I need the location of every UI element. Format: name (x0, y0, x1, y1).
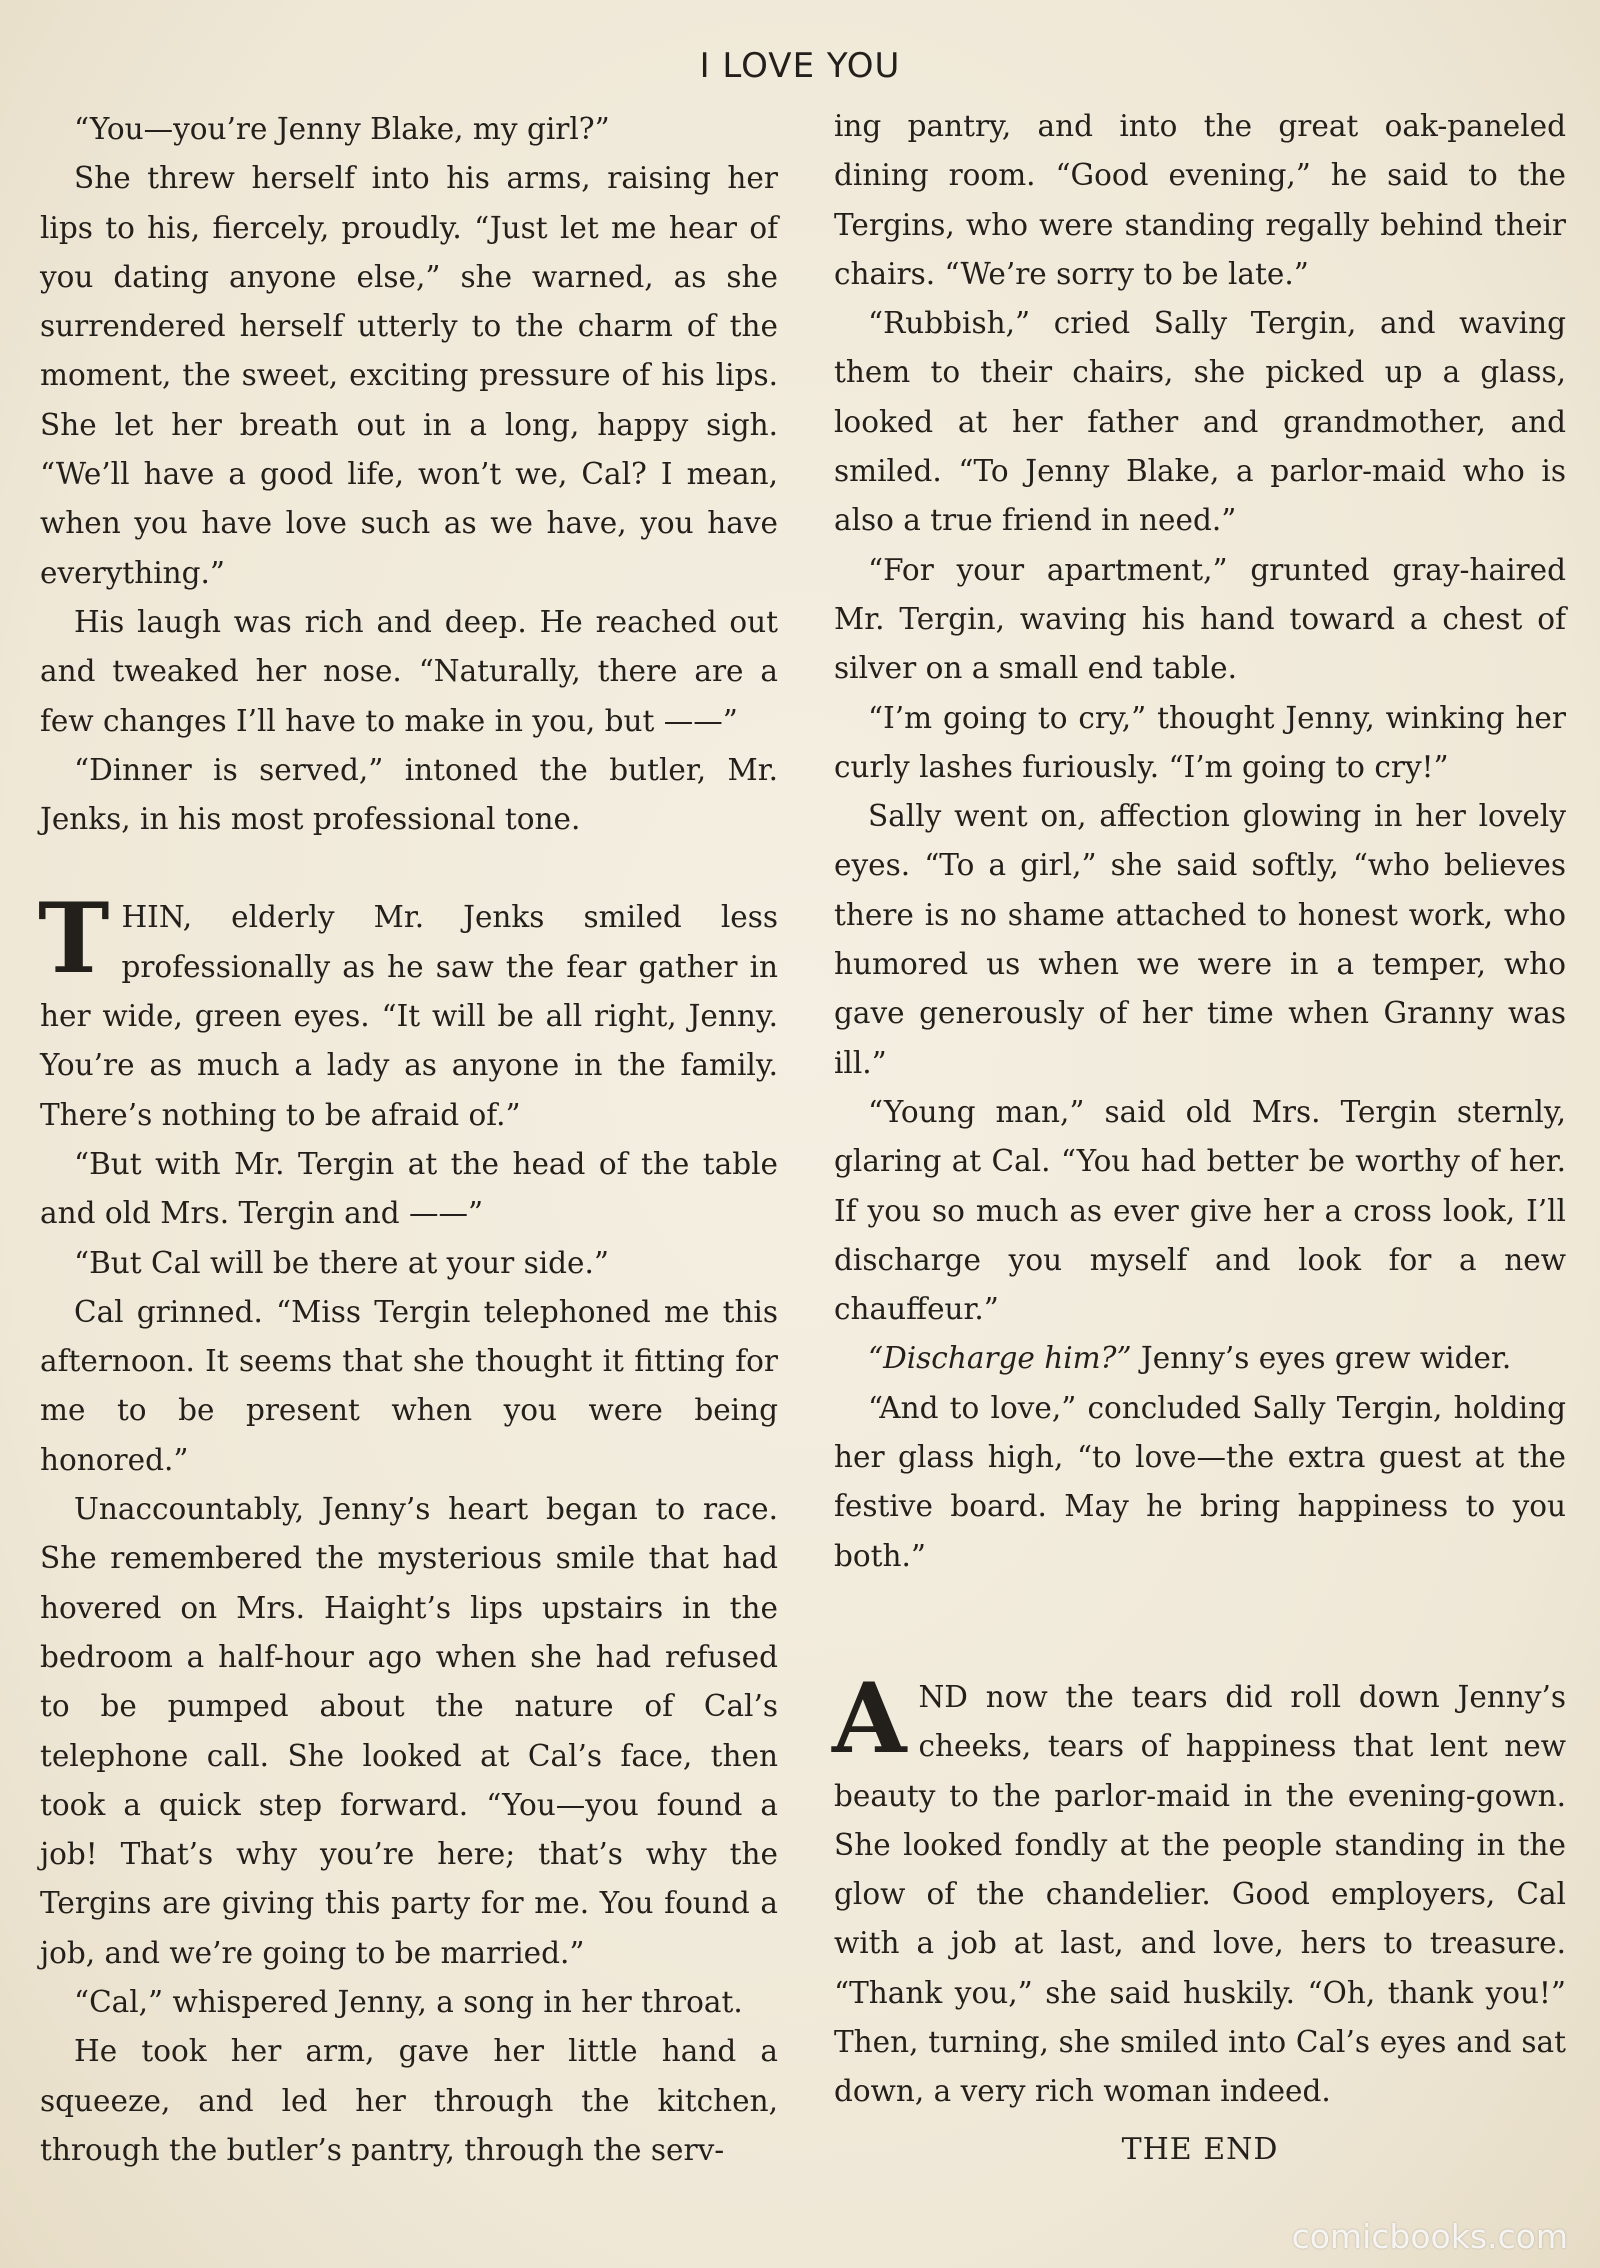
paragraph: His laugh was rich and deep. He reached out and tweaked her nose. “Naturally, there are a few changes I’ll have to make in you, but ——” (40, 604, 778, 738)
drop-cap: T (38, 882, 110, 996)
paragraph: “But Cal will be there at your side.” (74, 1245, 609, 1280)
section-paragraph (832, 1661, 1566, 2117)
paragraph: “Cal,” whispered Jenny, a song in her throat. (74, 1984, 743, 2019)
paragraph: ing pantry, and into the great oak-paneled dining room. “Good evening,” he said to the Tergins, who were standing regally behind their chairs. “We’re sorry to be late.” (834, 109, 1566, 291)
italic-quote: “Discharge him?” (868, 1341, 1132, 1376)
paragraph: He took her arm, gave her little hand a squeeze, and led her through the kitchen, through the butler’s pantry, through the serv- (40, 2034, 778, 2167)
paragraph: “I’m going to cry,” thought Jenny, winking her curly lashes furiously. “I’m going to cry!” (834, 700, 1566, 784)
paragraph: Sally went on, affection glowing in her lovely eyes. “To a girl,” she said softly, “who believes there is no shame attached to honest work, who humored us when we were in a temper, who gave generously of her time when Granny was ill.” (834, 799, 1566, 1080)
right-column (834, 102, 1566, 2174)
paragraph: “For your apartment,” grunted gray-haired Mr. Tergin, waving his hand toward a chest of silver on a small end table. (834, 552, 1566, 686)
paragraph: “And to love,” concluded Sally Tergin, holding her glass high, “to love—the extra guest at the festive board. May he bring happiness to you both.” (834, 1390, 1566, 1573)
paragraph: Unaccountably, Jenny’s heart began to race. She remembered the mysterious smile that had hovered on Mrs. Haight’s lips upstairs in the bedroom a half-hour ago when she had refused to be pumped about the nature of Cal’s telephone call. She looked at Cal’s face, then took a quick step forward. “You—you found a job! That’s why you’re here; that’s why the Tergins are giving this party for me. You found a job, and we’re going to be married.” (40, 1492, 778, 1970)
paragraph: “You—you’re Jenny Blake, my girl?” (74, 112, 610, 146)
the-end: THE END (1121, 2131, 1279, 2167)
paragraph: Cal grinned. “Miss Tergin telephoned me this afternoon. It seems that she thought it fitting for me to be present when you were being honored.” (40, 1294, 778, 1477)
left-column (40, 105, 778, 2175)
page-header: I LOVE YOU (699, 46, 901, 86)
paragraph: “But with Mr. Tergin at the head of the table and old Mrs. Tergin and ——” (40, 1146, 778, 1231)
paragraph-text: Jenny’s eyes grew wider. (1131, 1341, 1512, 1376)
paragraph: “Dinner is served,” intoned the butler, Mr. Jenks, in his most professional tone. (40, 752, 778, 837)
drop-cap: A (832, 1661, 907, 1775)
paragraph-text: HIN, elderly Mr. Jenks smiled less professionally as he saw the fear gather in her wide, green eyes. “It will be all right, Jenny. You’re as much a lady as anyone in the family. There’s nothing to be afraid of.” (40, 900, 778, 1132)
paragraph: “Young man,” said old Mrs. Tergin sternly, glaring at Cal. “You had better be worthy of her. If you so much as ever give her a cross look, I’ll discharge you myself and look for a new chauffeur.” (834, 1094, 1566, 1327)
watermark: comicbooks.com (1291, 2217, 1568, 2256)
paragraph (834, 1334, 1566, 1383)
paragraph: “Rubbish,” cried Sally Tergin, and waving them to their chairs, she picked up a glass, looked at her father and grandmother, and smiled. “To Jenny Blake, a parlor-maid who is also a true friend in need.” (834, 306, 1566, 538)
paragraph-text: ND now the tears did roll down Jenny’s cheeks, tears of happiness that lent new beauty to the parlor-maid in the evening-gown. She looked fondly at the people standing in the glow of the chandelier. Good employers, Cal with a job at last, and love, hers to treasure. “Thank you,” she said huskily. “Oh, thank you!” Then, turning, she smiled into Cal’s eyes and sat down, a very rich woman indeed. (834, 1679, 1566, 2109)
paragraph: She threw herself into his arms, raising her lips to his, fiercely, proudly. “Just let me hear of you dating anyone else,” she warned, as she surrendered herself utterly to the charm of the moment, the sweet, exciting pressure of his lips. She let her breath out in a long, happy sigh. “We’ll have a good life, won’t we, Cal? I mean, when you have love such as we have, you have everything.” (40, 161, 778, 590)
section-paragraph (38, 882, 778, 1139)
